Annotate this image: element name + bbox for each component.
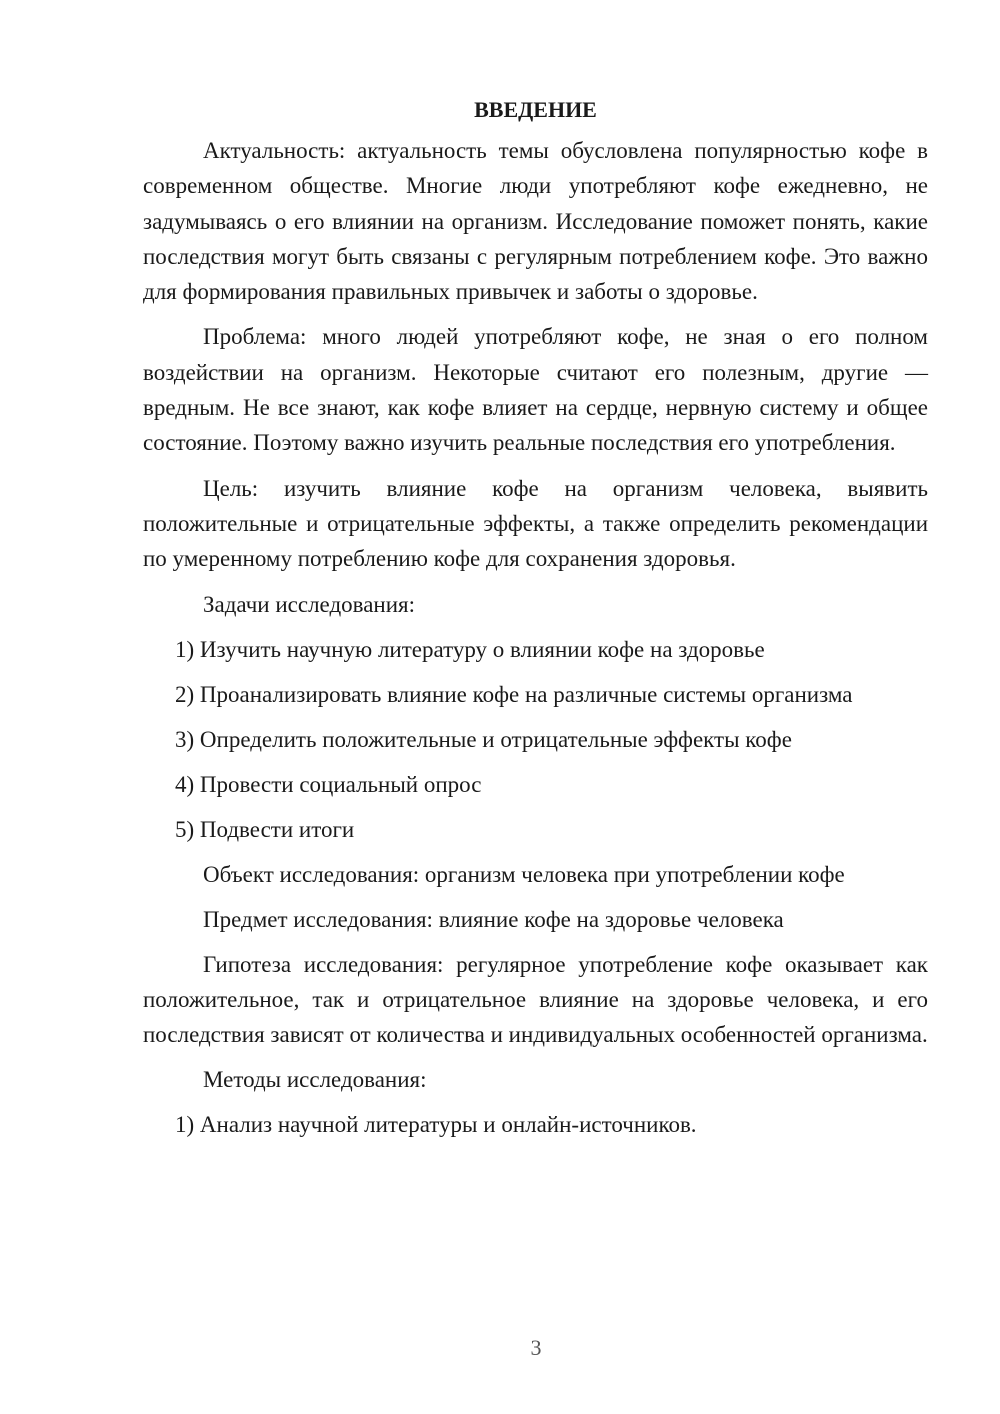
page-body bbox=[143, 92, 928, 1142]
relevance-paragraph: Актуальность: актуальность темы обусловлена популярностью кофе в современном обществе. Многие люди употребляют кофе ежедневно, не задумываясь о его влиянии на организм. Исследование поможет понять, какие последствия могут быть связаны с регулярным потреблением кофе. Это важно для формирования правильных привычек и заботы о здоровье. bbox=[143, 138, 928, 305]
problem-paragraph: Проблема: много людей употребляют кофе, не зная о его полном воздействии на организм. Некоторые считают его полезным, другие — вредным. Не все знают, как кофе влияет на сердце, нервную систему и общее состояние. Поэтому важно изучить реальные последствия его употребления. bbox=[143, 324, 928, 456]
task-item: 4) Провести социальный опрос bbox=[175, 771, 482, 797]
page-number: 3 bbox=[530, 1335, 542, 1360]
task-item: 2) Проанализировать влияние кофе на различные системы организма bbox=[175, 681, 853, 707]
research-object: Объект исследования: организм человека при употреблении кофе bbox=[203, 861, 845, 887]
methods-heading: Методы исследования: bbox=[203, 1067, 427, 1093]
tasks-heading: Задачи исследования: bbox=[203, 591, 416, 617]
hypothesis-paragraph: Гипотеза исследования: регулярное употребление кофе оказывает как положительное, так и отрицательное влияние на здоровье человека, и его последствия зависят от количества и индивидуальных особенностей организма. bbox=[143, 951, 928, 1048]
method-item: 1) Анализ научной литературы и онлайн-источников. bbox=[175, 1112, 697, 1138]
task-item: 1) Изучить научную литературу о влиянии кофе на здоровье bbox=[175, 636, 765, 662]
goal-paragraph: Цель: изучить влияние кофе на организм человека, выявить положительные и отрицательные эффекты, а также определить рекомендации по умеренному потреблению кофе для сохранения здоровья. bbox=[143, 475, 928, 572]
task-item: 3) Определить положительные и отрицательные эффекты кофе bbox=[175, 726, 792, 752]
section-title: ВВЕДЕНИЕ bbox=[474, 97, 597, 122]
research-subject: Предмет исследования: влияние кофе на здоровье человека bbox=[203, 906, 784, 932]
task-item: 5) Подвести итоги bbox=[175, 816, 355, 842]
